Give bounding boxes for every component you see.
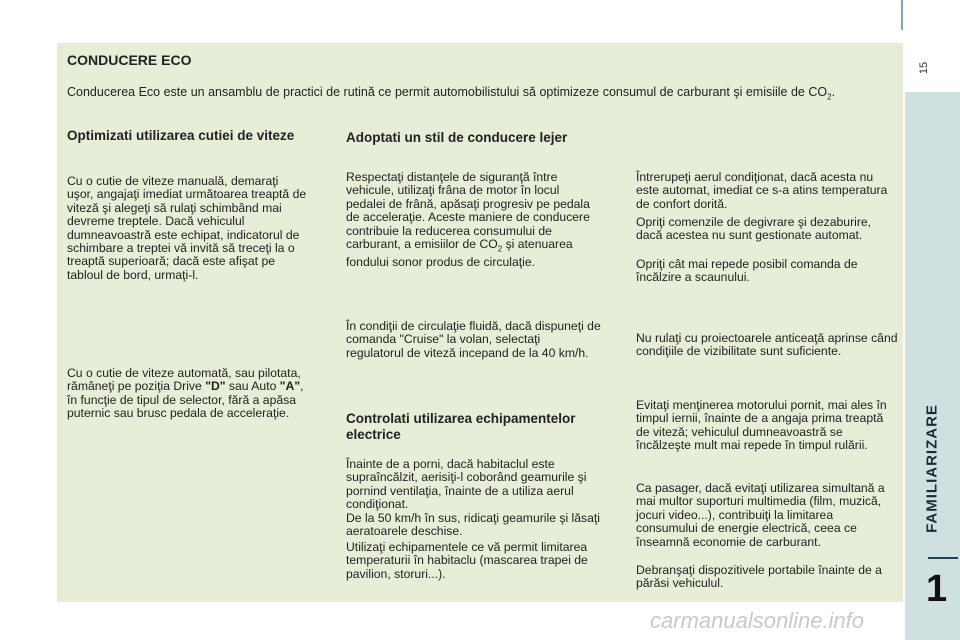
chapter-number: 1 [926, 568, 948, 610]
heading-electrical-equipment: Controlati utilizarea echipamentelor electrice [346, 411, 576, 442]
paragraph-manual-gearbox: Cu o cutie de viteze manuală, demaraţi uşor, angajaţi imediat următoarea treaptă de viteză şi alegeţi să rulaţi schimbând mai devreme treptele. Dacă vehiculul dumneavoastră este echipat, indicatorul de schimbare a treptei vă invită să treceţi la o treaptă superioară; dacă este afişat pe tabloul de bord, urmaţi-l. [67, 174, 307, 282]
paragraph-automatic-gearbox: Cu o cutie de viteze automată, sau pilotata, rămâneţi pe poziţia Drive "D" sau Auto "A", în funcţie de tipul de selector, fără a apăsa puternic sau brusc pedala de acceleraţie. [67, 366, 304, 421]
chapter-divider [928, 557, 958, 559]
paragraph-portable-devices: Debranşaţi dispozitivele portabile înainte de a părăsi vehiculul. [636, 563, 882, 591]
paragraph-engine-idle: Evitaţi menţinerea motorului pornit, mai ales în timpul iernii, înainte de a angaja prima treaptă de viteză; vehiculul dumneavoastră se încălzeşte mult mai repede în timpul rulării. [636, 398, 887, 453]
paragraph-cruise-control: În condiţii de circulaţie fluidă, dacă dispuneţi de comanda "Cruise" la volan, selectaţi regulatorul de viteză incepand de la 40 km/h. [346, 319, 601, 360]
intro-paragraph: Conducerea Eco este un ansamblu de practici de rutină ce permit automobilistului să optimizeze consumul de carburant şi emisiile de $CO_2$. [67, 85, 836, 102]
paragraph-safe-distance: Respectaţi distanţele de siguranţă între vehicule, utilizaţi frâna de motor în locul pedalei de frână, apăsaţi progresiv pe pedala de acceleraţie. Aceste maniere de conducere contribuie la reducerea consumului de carburant, a emisiilor de $CO_2$ şi atenuarea fondului sonor produs de circulaţie. [346, 170, 590, 269]
paragraph-ventilation: Înainte de a porni, dacă habitaclul este supraîncălzit, aerisiţi-l coborând geamurile şi pornind ventilaţia, înainte de a utiliza aerul condiţionat. [346, 457, 587, 512]
paragraph-windows: De la 50 km/h în sus, ridicaţi geamurile şi lăsaţi aeratoarele deschise. [346, 511, 601, 539]
chapter-label: FAMILIARIZARE [923, 404, 941, 533]
page-number: 15 [918, 61, 931, 75]
watermark: carmanualsonline.info [650, 608, 865, 633]
section-title: CONDUCERE ECO [67, 52, 192, 68]
paragraph-fog-lights: Nu rulaţi cu proiectoarele anticeaţă aprinse când condiţiile de vizibilitate sunt suficiente. [636, 331, 898, 359]
paragraph-defrost: Opriţi comenzile de degivrare şi dezaburire, dacă acestea nu sunt gestionate automat. [636, 215, 872, 243]
heading-driving-style: Adoptati un stil de conducere lejer [346, 130, 568, 145]
paragraph-multimedia: Ca pasager, dacă evitaţi utilizarea simultană a mai multor suporturi multimedia (film, muzică, jocuri video...), contribuiţi la limitarea consumului de energie electrică, ceea ce înseamnă economie de carburant. [636, 481, 885, 549]
heading-gearbox: Optimizati utilizarea cutiei de viteze [67, 128, 295, 143]
paragraph-seat-heating: Opriţi cât mai repede posibil comanda de încălzire a scaunului. [636, 257, 858, 285]
paragraph-temperature-limit: Utilizaţi echipamentele ce vă permit limitarea temperaturii în habitaclu (mascarea trapei de pavilion, storuri...). [346, 540, 588, 581]
paragraph-air-conditioning: Întrerupeţi aerul condiţionat, dacă acesta nu este automat, imediat ce s-a atins temperatura de confort dorită. [636, 170, 888, 211]
top-divider [901, 0, 903, 30]
